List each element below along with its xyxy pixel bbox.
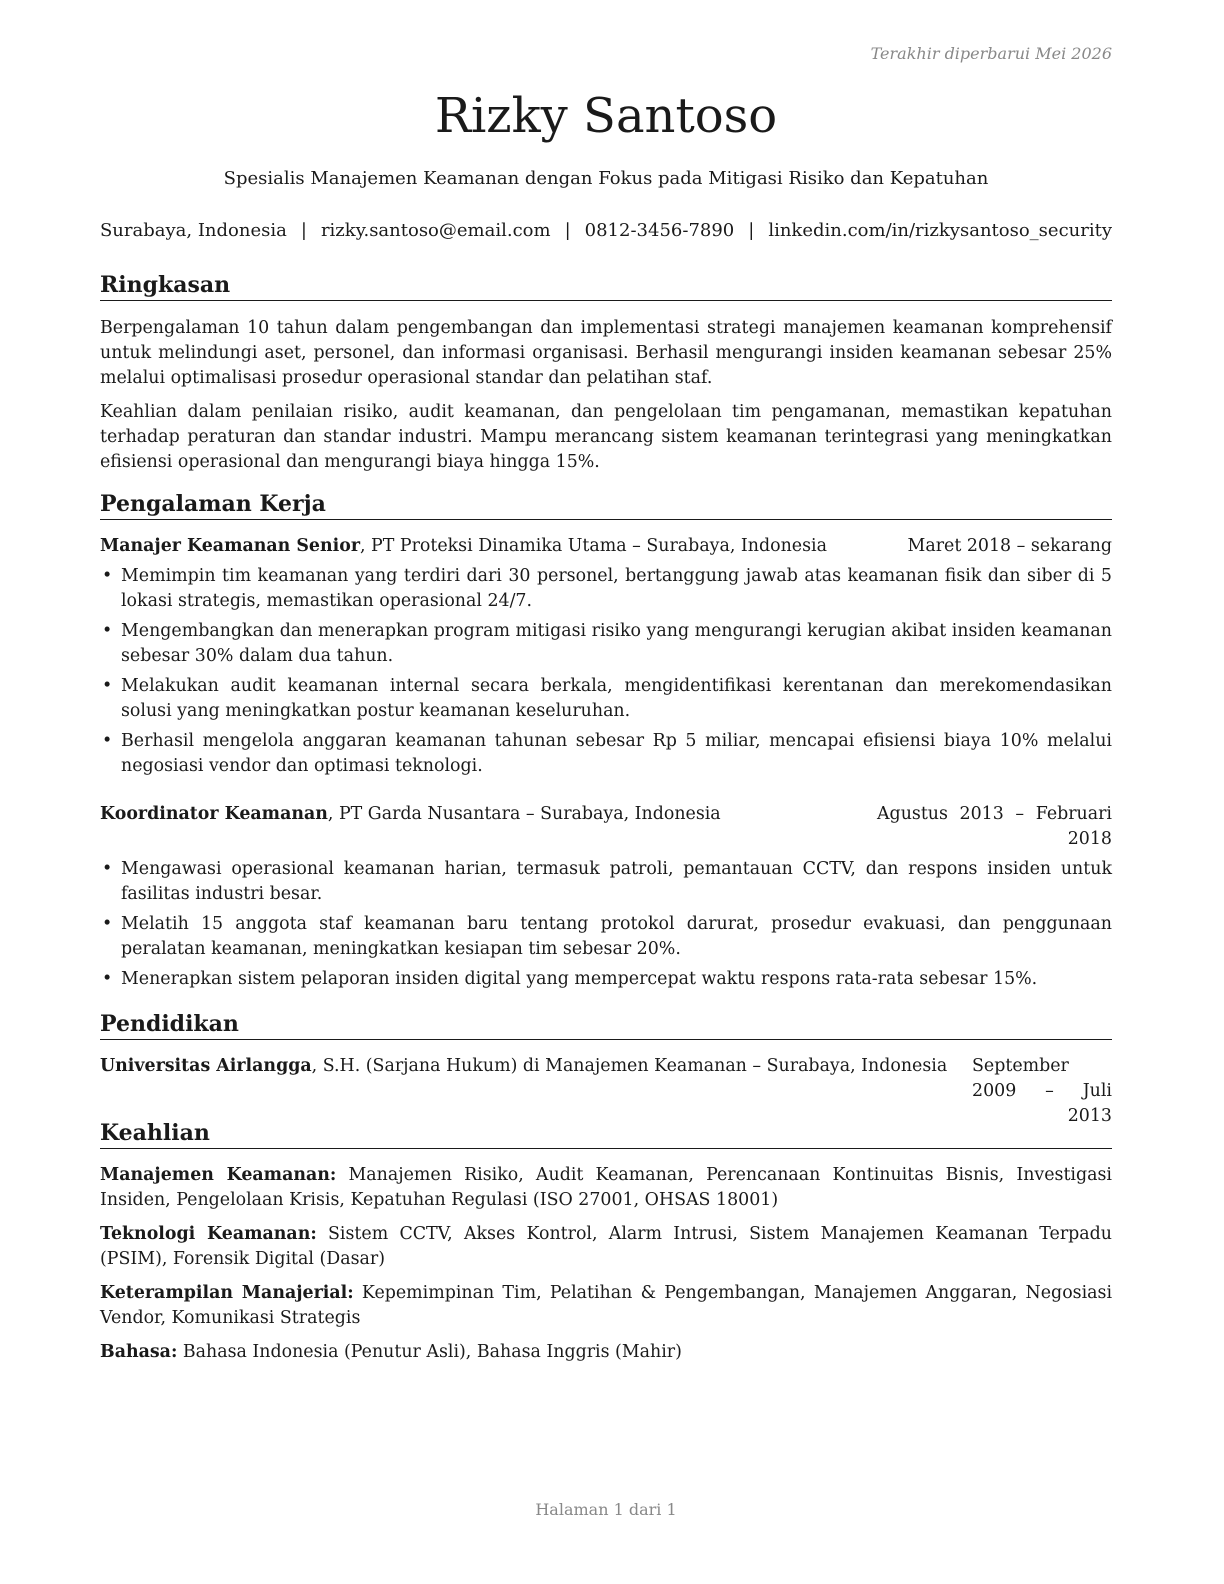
skill-text: Sistem CCTV, Akses Kontrol, Alarm Intrusi, Sistem Manajemen Keamanan Terpadu (PSIM), Forensik Digital (Dasar): [100, 1224, 1112, 1269]
contact-phone: 0812-3456-7890: [584, 220, 735, 241]
job-bullets: [100, 564, 1112, 779]
job-role: Koordinator Keamanan: [100, 804, 328, 824]
resume-page: [100, 0, 1112, 1584]
job-dates: Agustus 2013 – Februari 2018: [877, 804, 1112, 849]
job-entry: [100, 534, 1112, 779]
experience-heading: Pengalaman Kerja: [100, 489, 1112, 520]
candidate-name: Rizky Santoso: [434, 88, 778, 144]
skill-label: Teknologi Keamanan:: [100, 1224, 317, 1244]
contact-separator: |: [300, 220, 307, 241]
job-role: Manajer Keamanan Senior: [100, 536, 360, 556]
skill-row: [100, 1340, 1112, 1365]
experience-section: [100, 489, 1112, 992]
education-section: [100, 1009, 1112, 1129]
skill-label: Keterampilan Manajerial:: [100, 1283, 354, 1303]
skill-row: [100, 1222, 1112, 1272]
job-bullet: • Mengembangkan dan menerapkan program mitigasi risiko yang mengurangi kerugian akibat insiden keamanan sebesar 30% dalam dua tahun.: [100, 619, 1112, 669]
contact-location: Surabaya, Indonesia: [99, 220, 287, 241]
job-bullet: • Memimpin tim keamanan yang terdiri dari 30 personel, bertanggung jawab atas keamanan fisik dan siber di 5 lokasi strategis, memastikan operasional 24/7.: [100, 564, 1112, 614]
job-bullet: • Mengawasi operasional keamanan harian, termasuk patroli, pemantauan CCTV, dan respons insiden untuk fasilitas industri besar.: [100, 857, 1112, 907]
job-company: , PT Proteksi Dinamika Utama – Surabaya, Indonesia: [360, 536, 827, 556]
skill-label: Manajemen Keamanan:: [100, 1165, 337, 1185]
page-number: Halaman 1 dari 1: [535, 1500, 677, 1519]
education-degree: , S.H. (Sarjana Hukum) di Manajemen Keamanan – Surabaya, Indonesia: [311, 1056, 948, 1076]
headline: Spesialis Manajemen Keamanan dengan Fokus pada Mitigasi Risiko dan Kepatuhan: [223, 168, 989, 189]
job-bullet: • Melakukan audit keamanan internal secara berkala, mengidentifikasi kerentanan dan merekomendasikan solusi yang meningkatkan postur keamanan keseluruhan.: [100, 674, 1112, 724]
skill-label: Bahasa:: [100, 1342, 178, 1362]
skill-text: Bahasa Indonesia (Penutur Asli), Bahasa Inggris (Mahir): [177, 1342, 682, 1362]
skill-row: [100, 1163, 1112, 1213]
summary-paragraph: Berpengalaman 10 tahun dalam pengembangan dan implementasi strategi manajemen keamanan komprehensif untuk melindungi aset, personel, dan informasi organisasi. Berhasil mengurangi insiden keamanan sebesar 25% melalui optimalisasi prosedur operasional standar dan pelatihan staf.: [100, 318, 1112, 388]
summary-section: [100, 270, 1112, 475]
job-bullet: • Menerapkan sistem pelaporan insiden digital yang mempercepat waktu respons rata-rata sebesar 15%.: [100, 967, 1112, 992]
skill-text: Manajemen Risiko, Audit Keamanan, Perencanaan Kontinuitas Bisnis, Investigasi Insiden, Pengelolaan Krisis, Kepatuhan Regulasi (ISO 27001, OHSAS 18001): [100, 1165, 1112, 1210]
job-header: [100, 802, 1112, 852]
job-bullet: • Melatih 15 anggota staf keamanan baru tentang protokol darurat, prosedur evakuasi, dan penggunaan peralatan keamanan, meningkatkan kesiapan tim sebesar 20%.: [100, 912, 1112, 962]
job-company: , PT Garda Nusantara – Surabaya, Indonesia: [327, 804, 721, 824]
skills-section: [100, 1118, 1112, 1365]
summary-heading: Ringkasan: [100, 270, 1112, 301]
job-dates: Maret 2018 – sekarang: [907, 536, 1112, 556]
job-bullet: • Berhasil mengelola anggaran keamanan tahunan sebesar Rp 5 miliar, mencapai efisiensi biaya 10% melalui negosiasi vendor dan optimasi teknologi.: [100, 729, 1112, 779]
skill-text: Kepemimpinan Tim, Pelatihan & Pengembangan, Manajemen Anggaran, Negosiasi Vendor, Komunikasi Strategis: [100, 1283, 1113, 1328]
job-header: [100, 534, 1112, 559]
education-heading: Pendidikan: [100, 1009, 1112, 1040]
contact-linkedin[interactable]: linkedin.com/in/rizkysantoso_security: [768, 220, 1113, 241]
education-dates: September 2009 – Juli 2013: [972, 1056, 1112, 1126]
contact-separator: |: [564, 220, 571, 241]
summary-paragraph: Keahlian dalam penilaian risiko, audit keamanan, dan pengelolaan tim pengamanan, memastikan kepatuhan terhadap peraturan dan standar industri. Mampu merancang sistem keamanan terintegrasi yang meningkatkan efisiensi operasional dan mengurangi biaya hingga 15%.: [100, 402, 1112, 472]
education-school: Universitas Airlangga: [100, 1056, 312, 1076]
last-updated-note: Terakhir diperbarui Mei 2026: [870, 44, 1112, 63]
job-bullets: [100, 857, 1112, 992]
contact-separator: |: [748, 220, 755, 241]
contact-email[interactable]: rizky.santoso@email.com: [320, 220, 551, 241]
contact-line: [86, 218, 1126, 244]
skill-row: [100, 1281, 1112, 1331]
job-entry: [100, 802, 1112, 992]
skills-heading: Keahlian: [100, 1118, 1112, 1149]
